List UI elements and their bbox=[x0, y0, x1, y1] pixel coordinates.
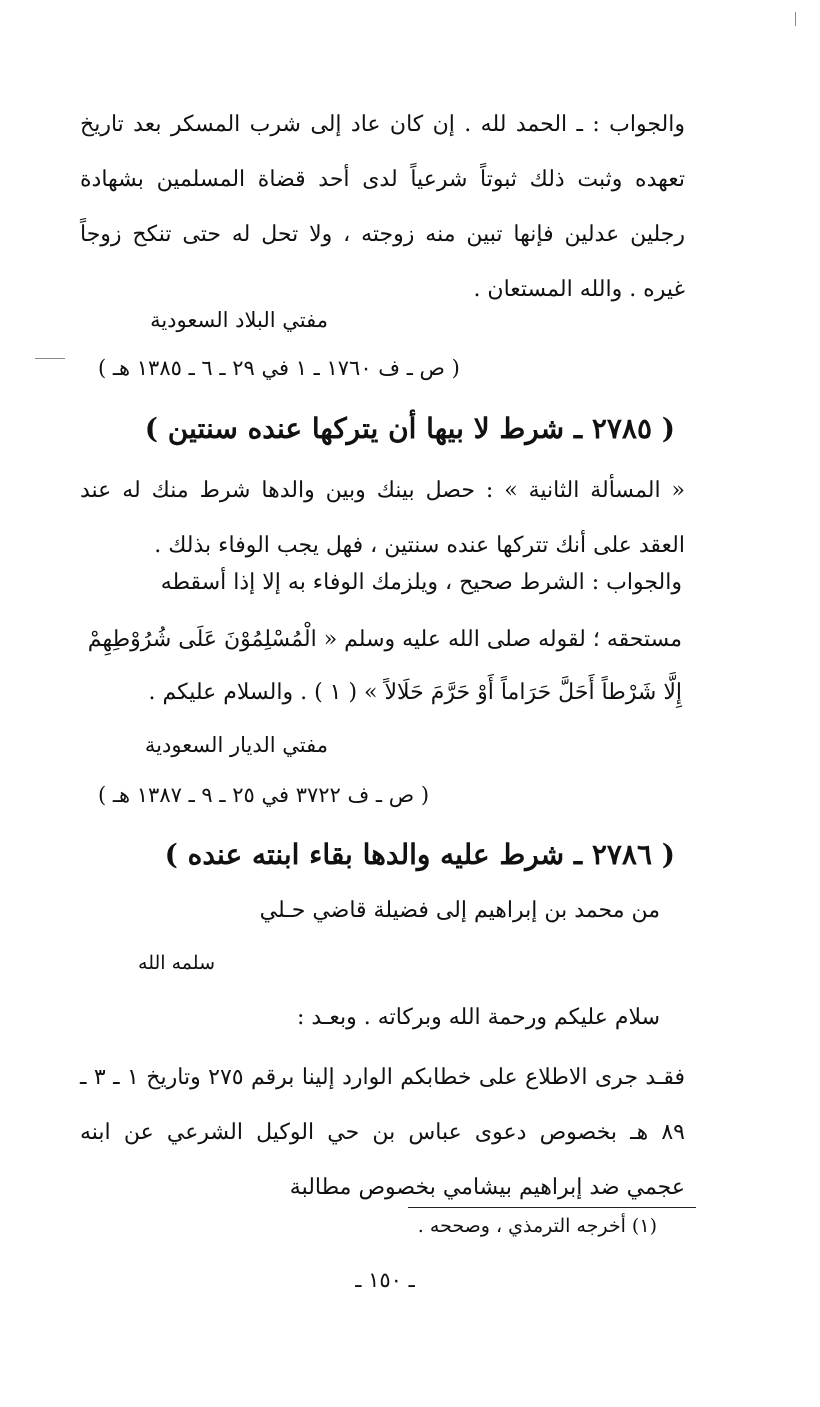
answer-line-1: والجواب : الشرط صحيح ، ويلزمك الوفاء به إلا إذا أسقطه bbox=[160, 570, 682, 595]
page-number: ـ ١٥٠ ـ bbox=[355, 1268, 415, 1292]
heading-2786: ( ٢٧٨٦ ـ شرط عليه والدها بقاء ابنته عنده ) bbox=[164, 838, 675, 871]
signature-1: مفتي البلاد السعودية bbox=[150, 308, 328, 332]
margin-mark bbox=[35, 358, 65, 359]
signature-2: مفتي الديار السعودية bbox=[144, 733, 328, 757]
letter-blessing: سلمه الله bbox=[138, 952, 215, 974]
letter-greeting: سلام عليكم ورحمة الله وبركاته . وبعـد : bbox=[297, 1005, 660, 1030]
answer-paragraph-1: والجواب : ـ الحمد لله . إن كان عاد إلى شرب المسكر بعد تاريخ تعهده وثبت ذلك ثبوتاً شرعياً لدى أحد قضاة المسلمين بشهادة رجلين عدلين فإنها تبين منه زوجته ، ولا تحل له حتى تنكح زوجاً غيره . والله المستعان . bbox=[80, 112, 685, 302]
letter-body: فقـد جرى الاطلاع على خطابكم الوارد إلينا برقم ٢٧٥ وتاريخ ١ ـ ٣ ـ ٨٩ هـ بخصوص دعوى عباس بن حي الوكيل الشرعي عن ابنه عجمي ضد إبراهيم بيشامي بخصوص مطالبة bbox=[80, 1065, 685, 1200]
answer-line-3: إِلَّا شَرْطاً أَحَلَّ حَرَاماً أَوْ حَرَّمَ حَلَالاً » ( ١ ) . والسلام عليكم . bbox=[148, 680, 682, 705]
answer-line-2: مستحقه ؛ لقوله صلى الله عليه وسلم « الْمُسْلِمُوْنَ عَلَى شُرُوْطِهِمْ bbox=[87, 627, 682, 652]
question-paragraph: « المسألة الثانية » : حصل بينك وبين والدها شرط منك له عند العقد على أنك تتركها عنده سنتين ، فهل يجب الوفاء بذلك . bbox=[80, 478, 685, 558]
reference-1: ( ص ـ ف ١٧٦٠ ـ ١ في ٢٩ ـ ٦ ـ ١٣٨٥ هـ ) bbox=[98, 356, 460, 380]
corner-mark bbox=[795, 12, 796, 26]
reference-2: ( ص ـ ف ٣٧٢٢ في ٢٥ ـ ٩ ـ ١٣٨٧ هـ ) bbox=[98, 783, 430, 807]
letter-from: من محمد بن إبراهيم إلى فضيلة قاضي حـلي bbox=[259, 898, 660, 923]
footnote: (١) أخرجه الترمذي ، وصححه . bbox=[417, 1215, 657, 1237]
footnote-divider bbox=[408, 1207, 696, 1208]
heading-2785: ( ٢٧٨٥ ـ شرط لا بيها أن يتركها عنده سنتين ) bbox=[144, 412, 675, 445]
